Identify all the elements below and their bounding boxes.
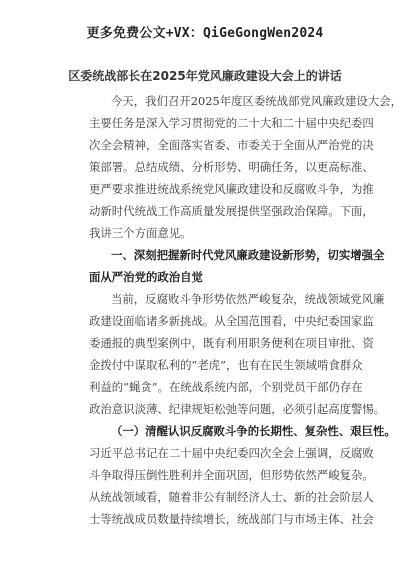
section-1-paragraph <box>89 288 386 420</box>
text-line: 习近平总书记在二十届中央纪委四次全会上强调，反腐败 <box>89 446 374 460</box>
heading-line: （一）清醒认识反腐败斗争的长期性、复杂性、艰巨性。 <box>111 424 396 438</box>
section-1-heading <box>89 244 385 288</box>
text-line: 利益的“蝇贪”。在统战系统内部，个别党员干部仍存在 <box>89 380 363 394</box>
document-title: 区委统战部长在2025年党风廉政建设大会上的讲话 <box>68 69 342 83</box>
text-line: 动新时代统战工作高质量发展提供坚强政治保障。下面， <box>89 204 374 218</box>
text-line: 士等统战成员数量持续增长，统战部门与市场主体、社会 <box>89 512 374 526</box>
text-line: 斗争取得压倒性胜利并全面巩固，但形势依然严峻复杂。 <box>89 468 374 482</box>
subsection-heading <box>89 420 396 442</box>
text-line: 今天，我们召开2025年度区委统战部党风廉政建设大会， <box>111 94 402 108</box>
promo-banner: 更多免费公文+VX：QiGeGongWen2024 <box>86 26 324 41</box>
text-line: 政治意识淡薄、纪律规矩松弛等问题，必须引起高度警惕。 <box>89 402 386 416</box>
text-line: 策部署。总结成绩、分析形势、明确任务，以更高标准、 <box>89 160 374 174</box>
text-line: 主要任务是深入学习贯彻党的二十大和二十届中央纪委四 <box>89 116 374 130</box>
text-line: 从统战领域看，随着非公有制经济人士、新的社会阶层人 <box>89 490 374 504</box>
intro-paragraph <box>89 90 402 244</box>
heading-line: 一、深刻把握新时代党风廉政建设新形势，切实增强全 <box>111 248 385 262</box>
text-line: 更严要求推进统战系统党风廉政建设和反腐败斗争，为推 <box>89 182 374 196</box>
text-line: 当前，反腐败斗争形势依然严峻复杂，统战领域党风廉 <box>111 292 385 306</box>
text-line: 政建设面临诸多新挑战。从全国范围看，中央纪委国家监 <box>89 314 374 328</box>
text-line: 委通报的典型案例中，既有利用职务便利在项目审批、资 <box>89 336 374 350</box>
text-line: 我讲三个方面意见。 <box>89 226 192 240</box>
text-line: 金拨付中谋取私利的“老虎”，也有在民生领域啃食群众 <box>89 358 363 372</box>
heading-line: 面从严治党的政治自觉 <box>89 270 203 284</box>
subsection-paragraph <box>89 442 379 530</box>
text-line: 次全会精神，全面落实省委、市委关于全面从严治党的决 <box>89 138 374 152</box>
